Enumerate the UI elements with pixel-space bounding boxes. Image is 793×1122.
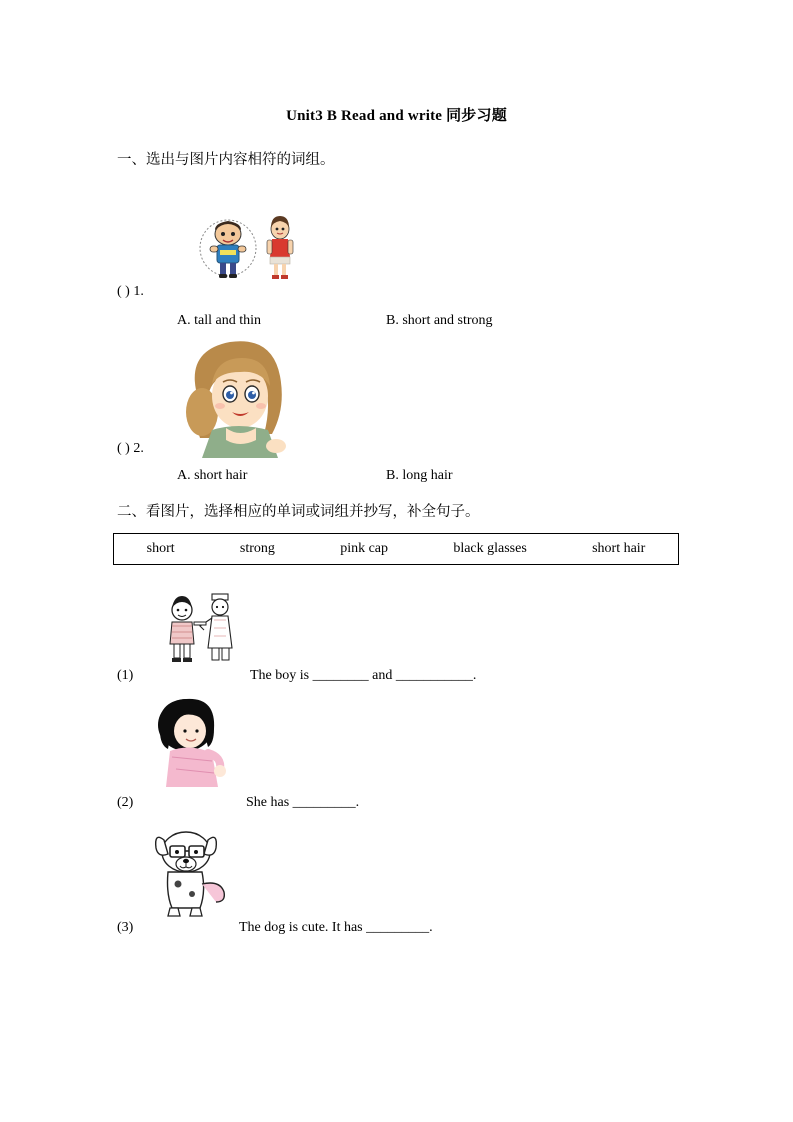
question-1-option-a[interactable]: A. tall and thin [177, 313, 261, 328]
section-2-heading: 二、看图片，选择相应的单词或词组并抄写，补全句子。 [117, 504, 480, 520]
fill-item-2-image [150, 695, 240, 790]
question-1-label: ( ) 1. [117, 284, 144, 299]
section-1-heading: 一、选出与图片内容相符的词组。 [117, 152, 335, 168]
word-bank-item-4[interactable]: black glasses [453, 541, 527, 556]
question-2-option-a[interactable]: A. short hair [177, 468, 248, 483]
word-bank [113, 533, 679, 565]
fill-item-1-image [160, 588, 250, 666]
fill-item-1-text[interactable]: The boy is ________ and ___________. [250, 668, 477, 683]
fill-item-2-text[interactable]: She has _________. [246, 795, 360, 810]
question-1-option-b[interactable]: B. short and strong [386, 313, 493, 328]
question-2-label: ( ) 2. [117, 441, 144, 456]
fill-item-3-label: (3) [117, 920, 134, 935]
fill-item-3-text[interactable]: The dog is cute. It has _________. [239, 920, 433, 935]
fill-item-3-image [140, 822, 245, 922]
word-bank-item-1[interactable]: short [146, 541, 175, 556]
question-1-image [196, 212, 306, 284]
fill-item-2-label: (2) [117, 795, 134, 810]
page-title: Unit3 B Read and write 同步习题 [286, 108, 507, 124]
question-2-option-b[interactable]: B. long hair [386, 468, 453, 483]
word-bank-item-2[interactable]: strong [239, 541, 275, 556]
word-bank-item-3[interactable]: pink cap [340, 541, 389, 556]
question-2-image [168, 330, 308, 458]
fill-item-1-label: (1) [117, 668, 134, 683]
word-bank-item-5[interactable]: short hair [592, 541, 646, 556]
